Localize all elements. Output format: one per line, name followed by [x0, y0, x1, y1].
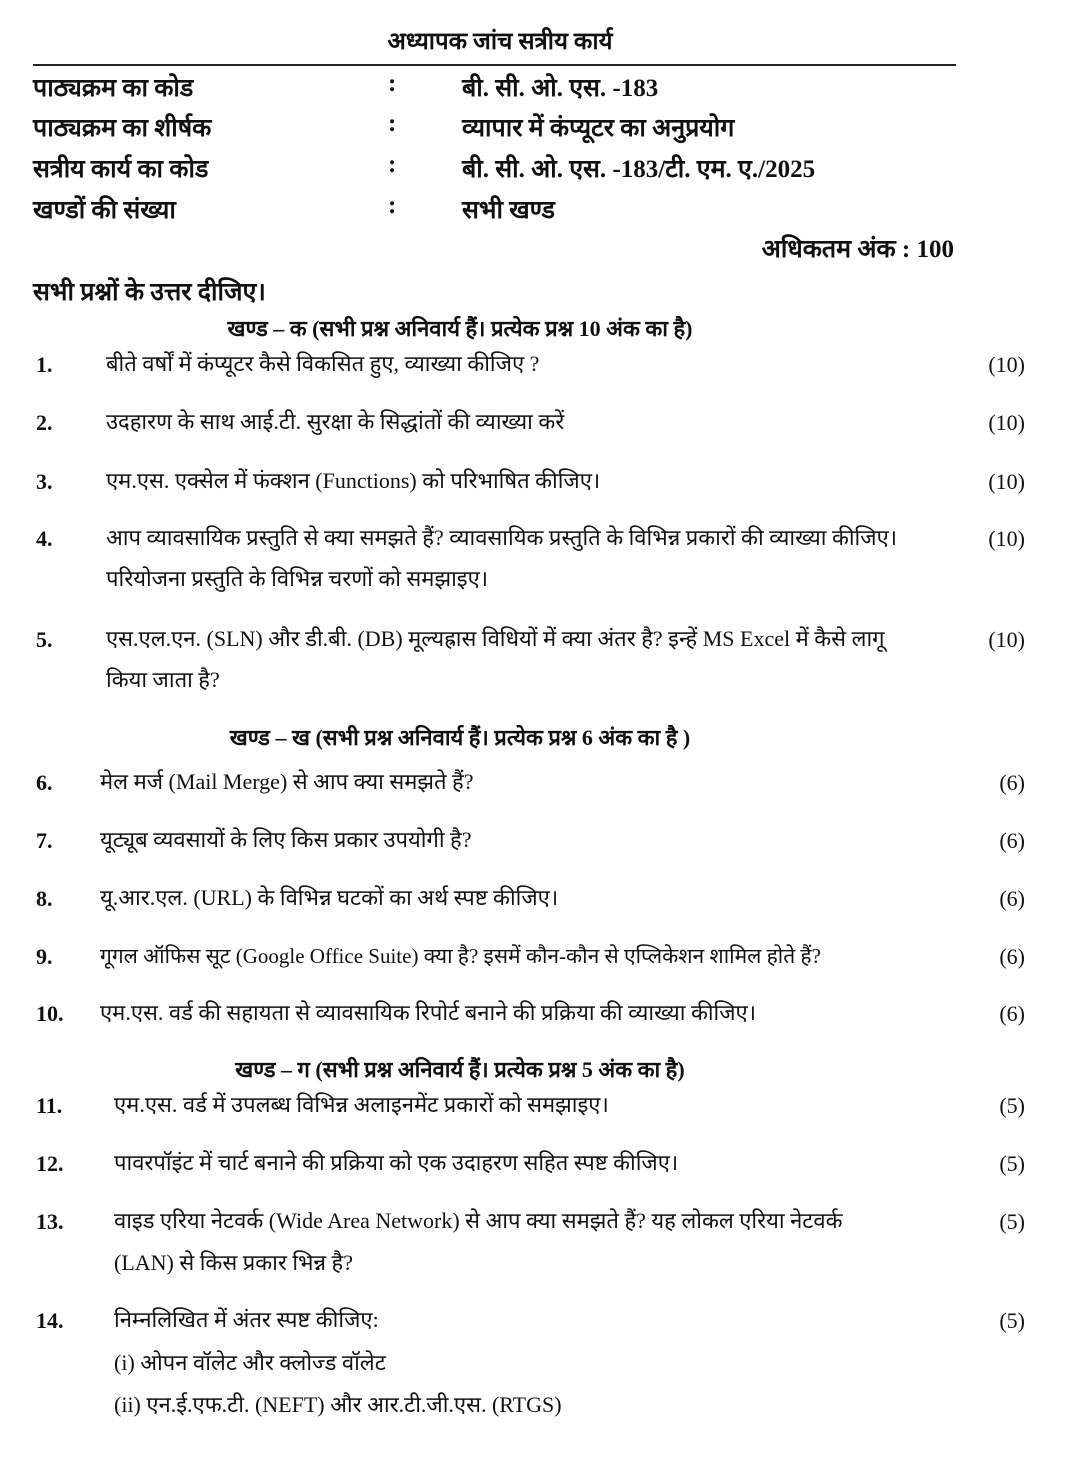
question-number: 10.	[36, 1001, 64, 1026]
instruction: सभी प्रश्नों के उत्तर दीजिए।	[33, 279, 266, 306]
section-b-heading: खण्ड – ख (सभी प्रश्न अनिवार्य हैं। प्रत्येक प्रश्न 6 अंक का है )	[229, 725, 691, 750]
question-number: 7.	[36, 828, 53, 853]
section-a-heading: खण्ड – क (सभी प्रश्न अनिवार्य हैं। प्रत्येक प्रश्न 10 अंक का है)	[227, 316, 693, 341]
question-number: 5.	[36, 627, 53, 652]
question-number: 6.	[36, 770, 53, 795]
blocks-count-label: खण्डों की संख्या	[33, 197, 176, 224]
question-marks: (6)	[999, 828, 1025, 853]
course-code-value: बी. सी. ओ. एस. -183	[462, 75, 659, 102]
question-number: 2.	[36, 410, 53, 435]
assignment-code-colon: :	[388, 151, 397, 178]
course-code-label: पाठ्यक्रम का कोड	[33, 75, 194, 102]
question-marks: (5)	[999, 1209, 1025, 1234]
question-text: निम्नलिखित में अंतर स्पष्ट कीजिए:	[114, 1307, 379, 1332]
question-text: वाइड एरिया नेटवर्क (Wide Area Network) से आप क्या समझते हैं? यह लोकल एरिया नेटवर्क	[114, 1208, 843, 1233]
assignment-code-label: सत्रीय कार्य का कोड	[33, 156, 209, 183]
question-text: यूट्यूब व्यवसायों के लिए किस प्रकार उपयोगी है?	[100, 827, 472, 852]
question-text: यू.आर.एल. (URL) के विभिन्न घटकों का अर्थ स्पष्ट कीजिए।	[100, 885, 559, 910]
question-marks: (5)	[999, 1151, 1025, 1176]
question-number: 13.	[36, 1209, 64, 1234]
question-number: 3.	[36, 469, 53, 494]
question-marks: (5)	[999, 1308, 1025, 1333]
assignment-code-value: बी. सी. ओ. एस. -183/टी. एम. ए./2025	[462, 156, 816, 183]
section-c-heading: खण्ड – ग (सभी प्रश्न अनिवार्य हैं। प्रत्येक प्रश्न 5 अंक का है)	[235, 1057, 685, 1082]
question-text: आप व्यावसायिक प्रस्तुति से क्या समझते हैं? व्यावसायिक प्रस्तुति के विभिन्न प्रकारों की व्याख्या कीजिए।	[106, 525, 898, 550]
question-marks: (6)	[999, 770, 1025, 795]
course-code-colon: :	[388, 70, 397, 97]
question-text: एम.एस. एक्सेल में फंक्शन (Functions) को परिभाषित कीजिए।	[106, 468, 601, 493]
question-text: एम.एस. वर्ड की सहायता से व्यावसायिक रिपोर्ट बनाने की प्रक्रिया की व्याख्या कीजिए।	[100, 1000, 757, 1025]
course-title-label: पाठ्यक्रम का शीर्षक	[33, 115, 212, 142]
question-subpart: (i) ओपन वॉलेट और क्लोज्ड वॉलेट	[114, 1350, 386, 1375]
question-text-continued: (LAN) से किस प्रकार भिन्न है?	[114, 1250, 353, 1275]
question-marks: (6)	[999, 886, 1025, 911]
question-number: 8.	[36, 886, 53, 911]
header-divider	[33, 64, 956, 66]
question-marks: (6)	[999, 944, 1025, 969]
question-marks: (10)	[988, 469, 1025, 494]
question-text: गूगल ऑफिस सूट (Google Office Suite) क्या है? इसमें कौन-कौन से एप्लिकेशन शामिल होते हैं?	[100, 944, 821, 968]
question-number: 11.	[36, 1093, 63, 1118]
question-number: 12.	[36, 1151, 64, 1176]
question-subpart: (ii) एन.ई.एफ.टी. (NEFT) और आर.टी.जी.एस. (RTGS)	[114, 1392, 562, 1417]
document-title: अध्यापक जांच सत्रीय कार्य	[387, 29, 613, 55]
question-text: पावरपॉइंट में चार्ट बनाने की प्रक्रिया को एक उदाहरण सहित स्पष्ट कीजिए।	[114, 1150, 679, 1175]
max-marks: अधिकतम अंक : 100	[761, 236, 954, 263]
question-number: 14.	[36, 1308, 64, 1333]
question-text: बीते वर्षों में कंप्यूटर कैसे विकसित हुए, व्याख्या कीजिए ?	[106, 351, 540, 376]
blocks-count-colon: :	[388, 192, 397, 219]
course-title-colon: :	[388, 110, 397, 137]
question-marks: (10)	[988, 410, 1025, 435]
question-text-continued: किया जाता है?	[106, 667, 220, 692]
question-text-continued: परियोजना प्रस्तुति के विभिन्न चरणों को समझाइए।	[106, 566, 489, 591]
question-number: 4.	[36, 526, 53, 551]
question-text: मेल मर्ज (Mail Merge) से आप क्या समझते हैं?	[100, 769, 474, 794]
question-marks: (10)	[988, 526, 1025, 551]
question-number: 1.	[36, 352, 53, 377]
question-text: एम.एस. वर्ड में उपलब्ध विभिन्न अलाइनमेंट प्रकारों को समझाइए।	[114, 1092, 609, 1117]
question-number: 9.	[36, 944, 53, 969]
course-title-value: व्यापार में कंप्यूटर का अनुप्रयोग	[462, 115, 735, 142]
blocks-count-value: सभी खण्ड	[462, 197, 555, 224]
question-marks: (5)	[999, 1093, 1025, 1118]
question-marks: (10)	[988, 627, 1025, 652]
question-text: उदहारण के साथ आई.टी. सुरक्षा के सिद्धांतों की व्याख्या करें	[106, 409, 565, 434]
question-text: एस.एल.एन. (SLN) और डी.बी. (DB) मूल्यह्रास विधियों में क्या अंतर है? इन्हें MS Excel में कैसे लागू	[106, 626, 885, 651]
question-marks: (10)	[988, 352, 1025, 377]
question-marks: (6)	[999, 1001, 1025, 1026]
